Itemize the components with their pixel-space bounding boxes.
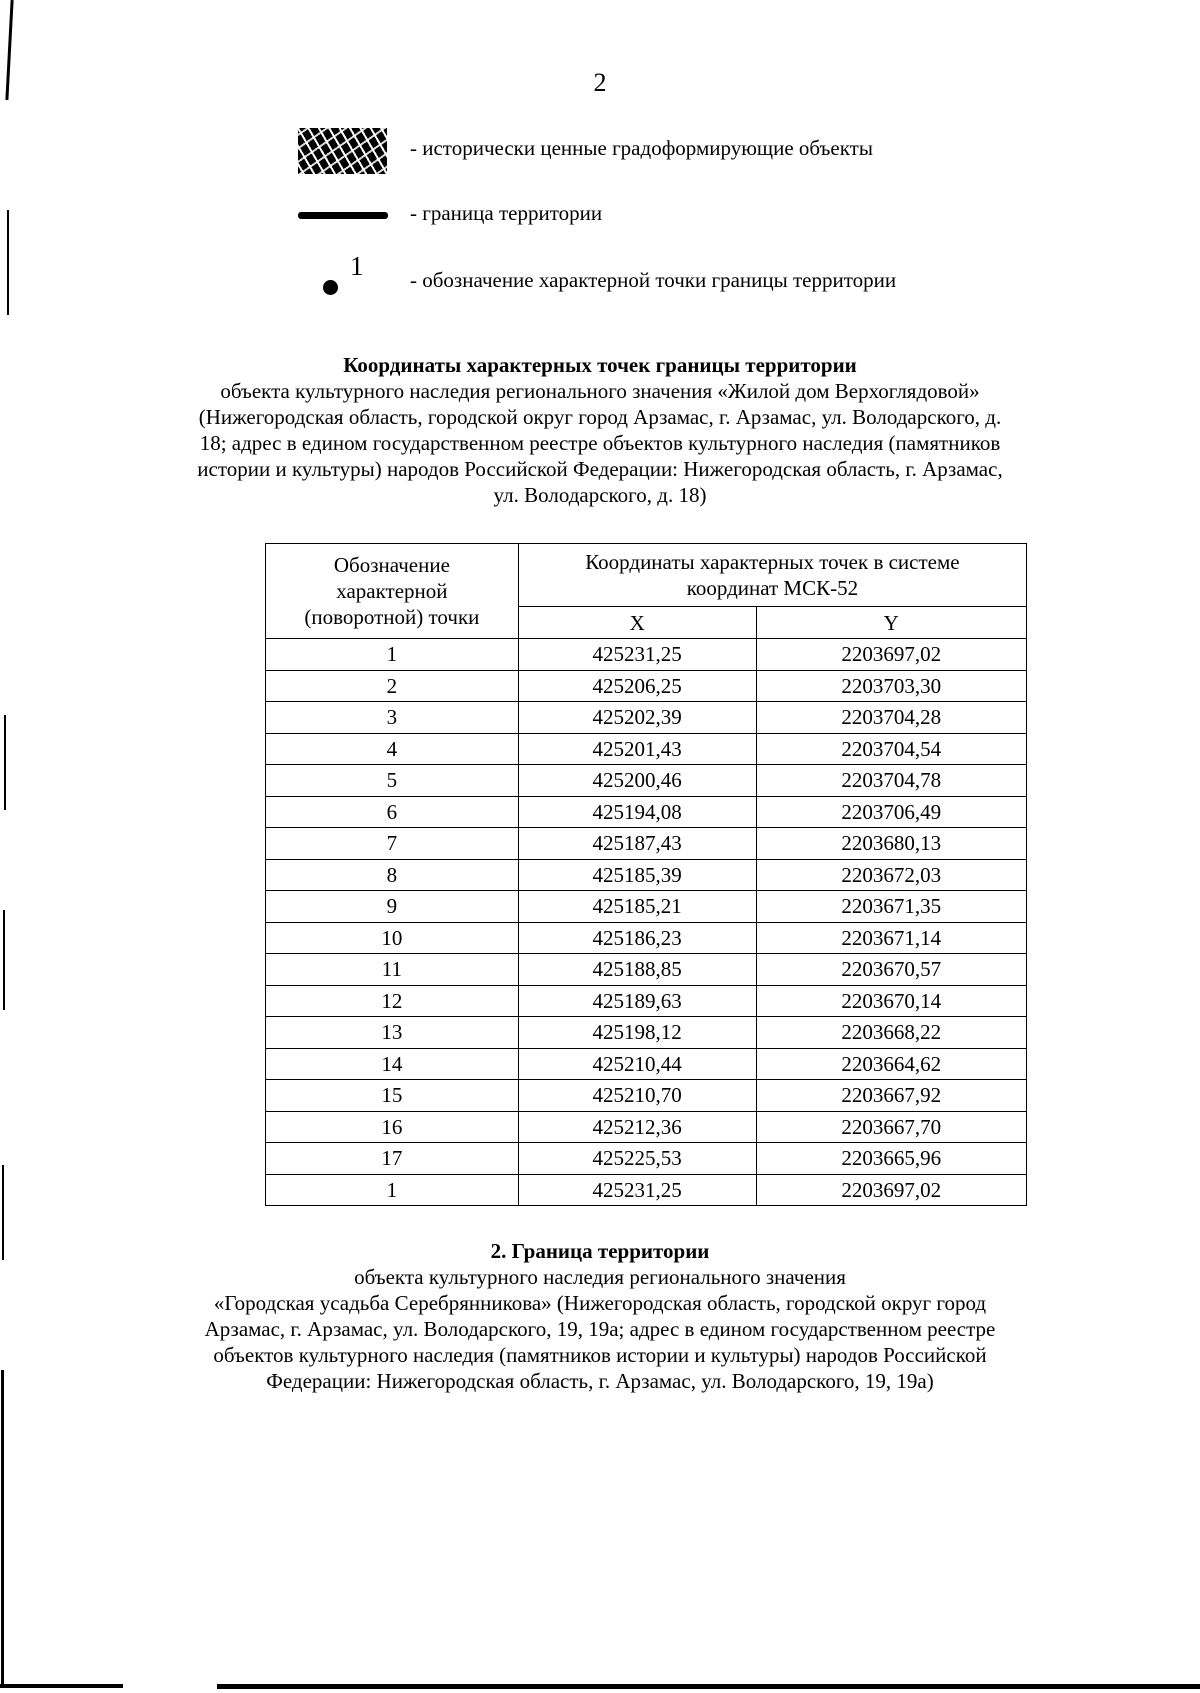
section-boundary-2-line-4: объектов культурного наследия (памятников истории и культуры) народов Российской xyxy=(213,1343,987,1367)
header-point-line-1: Обозначение xyxy=(333,553,450,577)
cell-point: 16 xyxy=(266,1111,519,1143)
cell-x: 425212,36 xyxy=(518,1111,756,1143)
section-boundary-2-line-2: «Городская усадьба Серебрянникова» (Нижегородская область, городской округ город xyxy=(213,1291,987,1315)
scan-edge-bottom-2 xyxy=(217,1684,1200,1689)
coordinates-table xyxy=(265,543,1027,1206)
cell-point: 13 xyxy=(266,1017,519,1049)
section-boundary-2-line-5: Федерации: Нижегородская область, г. Арзамас, ул. Володарского, 19, 19а) xyxy=(266,1369,934,1393)
cell-x: 425201,43 xyxy=(518,733,756,765)
header-coords-line-1: Координаты характерных точек в системе xyxy=(585,550,960,574)
section-boundary-2-line-3: Арзамас, г. Арзамас, ул. Володарского, 19, 19а; адрес в едином государственном реестре xyxy=(204,1317,996,1341)
cell-x: 425202,39 xyxy=(518,702,756,734)
cell-y: 2203670,14 xyxy=(756,985,1027,1017)
cell-point: 2 xyxy=(266,670,519,702)
table-row xyxy=(266,985,1027,1017)
cell-point: 4 xyxy=(266,733,519,765)
section-coordinates-line-4: истории и культуры) народов Российской Федерации: Нижегородская область, г. Арзамас, xyxy=(197,457,1003,481)
cell-y: 2203704,54 xyxy=(756,733,1027,765)
scan-edge-left-5 xyxy=(2,1165,4,1260)
legend-item-boundary xyxy=(298,192,388,238)
cell-y: 2203706,49 xyxy=(756,796,1027,828)
table-row xyxy=(266,1017,1027,1049)
cell-x: 425189,63 xyxy=(518,985,756,1017)
cell-x: 425198,12 xyxy=(518,1017,756,1049)
cell-point: 1 xyxy=(266,1174,519,1206)
cell-y: 2203704,78 xyxy=(756,765,1027,797)
cell-x: 425187,43 xyxy=(518,828,756,860)
cell-x: 425185,39 xyxy=(518,859,756,891)
cell-point: 15 xyxy=(266,1080,519,1112)
cell-y: 2203680,13 xyxy=(756,828,1027,860)
scan-edge-left-4 xyxy=(3,910,5,1010)
cell-x: 425231,25 xyxy=(518,1174,756,1206)
header-coordinates-group xyxy=(518,544,1026,607)
cell-y: 2203671,35 xyxy=(756,891,1027,923)
cell-y: 2203667,92 xyxy=(756,1080,1027,1112)
header-point-line-2: характерной xyxy=(336,579,448,603)
cell-x: 425210,70 xyxy=(518,1080,756,1112)
cell-y: 2203704,28 xyxy=(756,702,1027,734)
table-row xyxy=(266,859,1027,891)
section-coordinates-line-3: 18; адрес в едином государственном реестре объектов культурного наследия (памятников xyxy=(199,431,1001,455)
header-point-designation xyxy=(266,544,519,639)
cell-y: 2203668,22 xyxy=(756,1017,1027,1049)
cell-y: 2203665,96 xyxy=(756,1143,1027,1175)
section-coordinates-title: Координаты характерных точек границы территории xyxy=(343,353,857,377)
cell-y: 2203697,02 xyxy=(756,1174,1027,1206)
cell-point: 8 xyxy=(266,859,519,891)
cell-y: 2203671,14 xyxy=(756,922,1027,954)
cell-x: 425206,25 xyxy=(518,670,756,702)
cell-point: 5 xyxy=(266,765,519,797)
table-row xyxy=(266,828,1027,860)
cell-y: 2203667,70 xyxy=(756,1111,1027,1143)
section-boundary-2 xyxy=(150,1238,1050,1394)
point-marker-icon xyxy=(298,253,388,299)
table-row xyxy=(266,1143,1027,1175)
header-coords-line-2: координат МСК-52 xyxy=(686,576,859,600)
section-coordinates xyxy=(150,352,1050,508)
cell-y: 2203670,57 xyxy=(756,954,1027,986)
cell-point: 11 xyxy=(266,954,519,986)
cell-point: 6 xyxy=(266,796,519,828)
cell-y: 2203697,02 xyxy=(756,639,1027,671)
table-row xyxy=(266,1111,1027,1143)
cell-x: 425231,25 xyxy=(518,639,756,671)
boundary-line-icon xyxy=(298,192,388,238)
section-boundary-2-line-1: объекта культурного наследия регионального значения xyxy=(354,1265,846,1289)
hatched-area-icon xyxy=(298,128,388,174)
cell-x: 425186,23 xyxy=(518,922,756,954)
table-row xyxy=(266,954,1027,986)
cell-point: 3 xyxy=(266,702,519,734)
scan-edge-left-6 xyxy=(1,1370,4,1685)
cell-x: 425210,44 xyxy=(518,1048,756,1080)
legend-label-historic-objects: - исторически ценные градоформирующие объекты xyxy=(410,136,873,160)
scan-edge-bottom-1 xyxy=(0,1684,123,1688)
cell-x: 425194,08 xyxy=(518,796,756,828)
header-y: Y xyxy=(756,607,1027,639)
cell-point: 7 xyxy=(266,828,519,860)
point-marker-number: 1 xyxy=(350,251,364,281)
table-row xyxy=(266,1080,1027,1112)
cell-point: 10 xyxy=(266,922,519,954)
cell-x: 425188,85 xyxy=(518,954,756,986)
legend-item-point xyxy=(298,253,388,299)
table-row xyxy=(266,639,1027,671)
cell-point: 17 xyxy=(266,1143,519,1175)
cell-point: 1 xyxy=(266,639,519,671)
header-point-line-3: (поворотной) точки xyxy=(304,605,480,629)
legend-label-boundary: - граница территории xyxy=(410,201,603,225)
header-x: X xyxy=(518,607,756,639)
cell-x: 425200,46 xyxy=(518,765,756,797)
section-coordinates-line-1: объекта культурного наследия регионального значения «Жилой дом Верхоглядовой» xyxy=(220,379,980,403)
cell-x: 425185,21 xyxy=(518,891,756,923)
cell-point: 9 xyxy=(266,891,519,923)
table-row xyxy=(266,891,1027,923)
page-number: 2 xyxy=(593,68,607,97)
cell-y: 2203703,30 xyxy=(756,670,1027,702)
cell-point: 14 xyxy=(266,1048,519,1080)
cell-y: 2203664,62 xyxy=(756,1048,1027,1080)
table-row xyxy=(266,670,1027,702)
cell-y: 2203672,03 xyxy=(756,859,1027,891)
cell-point: 12 xyxy=(266,985,519,1017)
table-row xyxy=(266,1174,1027,1206)
scan-edge-left-2 xyxy=(7,210,9,315)
table-row xyxy=(266,1048,1027,1080)
scan-edge-left-3 xyxy=(4,715,6,810)
legend-item-historic-objects xyxy=(298,128,388,174)
legend-label-point: - обозначение характерной точки границы территории xyxy=(410,268,897,292)
table-row xyxy=(266,702,1027,734)
table-row xyxy=(266,796,1027,828)
cell-x: 425225,53 xyxy=(518,1143,756,1175)
table-row xyxy=(266,733,1027,765)
table-row xyxy=(266,765,1027,797)
section-coordinates-line-2: (Нижегородская область, городской округ город Арзамас, г. Арзамас, ул. Володарского, д. xyxy=(198,405,1002,429)
table-row xyxy=(266,922,1027,954)
section-boundary-2-title: 2. Граница территории xyxy=(490,1239,710,1263)
section-coordinates-line-5: ул. Володарского, д. 18) xyxy=(493,483,707,507)
